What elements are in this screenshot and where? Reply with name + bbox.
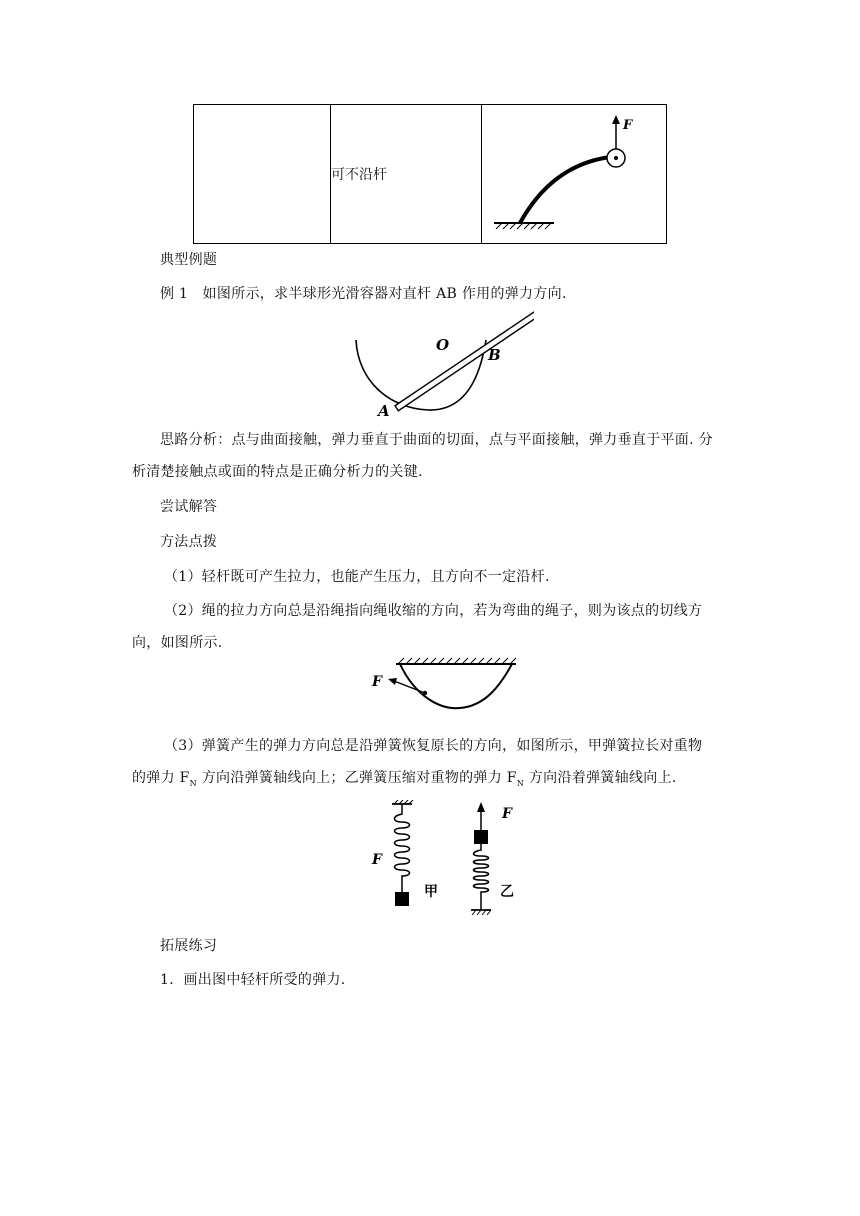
spring-b-label: 乙 xyxy=(500,884,514,900)
spring-b-force-label: F xyxy=(502,806,512,822)
point-1: （1）轻杆既可产生拉力，也能产生压力，且方向不一定沿杆. xyxy=(164,569,550,585)
hemisphere-bowl xyxy=(356,340,486,410)
point-3-text-b: 方向沿弹簧轴线向上；乙弹簧压缩对重物的弹力 F xyxy=(196,770,517,786)
point-3-text-a: 的弹力 F xyxy=(132,770,190,786)
table-row xyxy=(194,105,667,244)
extension-heading: 拓展练习 xyxy=(160,938,218,954)
label-o: O xyxy=(436,336,450,354)
table-cell-description: 可不沿杆 xyxy=(331,105,482,244)
point-2-line-2: 向，如图所示. xyxy=(132,635,223,651)
method-heading: 方法点拨 xyxy=(160,534,218,550)
point-3-line-2 xyxy=(132,764,712,798)
example-1-text: 例 1 如图所示，求半球形光滑容器对直杆 AB 作用的弹力方向. xyxy=(160,286,567,302)
springs-figure xyxy=(368,800,528,922)
spring-b-coil xyxy=(474,844,489,910)
point-2-line-1: （2）绳的拉力方向总是沿绳指向绳收缩的方向，若为弯曲的绳子，则为该点的切线方 xyxy=(164,603,703,619)
analysis-line-1: 思路分析：点与曲面接触，弹力垂直于曲面的切面，点与平面接触，弹力垂直于平面. 分 xyxy=(160,432,713,448)
rope-force-arrow-head xyxy=(388,678,397,685)
label-b: B xyxy=(488,346,501,364)
point-3-line-1: （3）弹簧产生的弹力方向总是沿弹簧恢复原长的方向，如图所示，甲弹簧拉长对重物 xyxy=(164,738,703,754)
force-label: F xyxy=(623,118,633,133)
exercise-1: 1．画出图中轻杆所受的弹力. xyxy=(160,972,346,988)
rope-curve xyxy=(400,664,512,708)
curved-rod xyxy=(520,157,610,223)
rod-end-dot xyxy=(614,156,618,160)
spring-a-force-label: F xyxy=(372,852,382,868)
spring-a-coil xyxy=(395,804,410,892)
rope-force-label: F xyxy=(372,674,382,690)
spring-b-weight xyxy=(474,830,488,844)
rope-figure xyxy=(370,656,520,714)
table-cell-figure xyxy=(482,105,667,244)
fn-subscript-2: N xyxy=(516,778,525,788)
rod-force-figure xyxy=(482,105,666,239)
point-3-text-c: 方向沿着弹簧轴线向上. xyxy=(524,770,677,786)
spring-b-arrow-head xyxy=(477,802,485,812)
label-a: A xyxy=(378,402,390,418)
spring-a-weight xyxy=(395,892,409,906)
hemisphere-rod-figure xyxy=(348,310,534,418)
rope-force-arrow-shaft xyxy=(394,681,425,693)
force-table xyxy=(193,104,667,244)
analysis-line-2: 析清楚接触点或面的特点是正确分析力的关键. xyxy=(132,464,423,480)
table-cell-empty xyxy=(194,105,331,244)
force-arrow-head xyxy=(612,115,620,124)
spring-a-label: 甲 xyxy=(424,884,438,900)
try-answer-heading: 尝试解答 xyxy=(160,499,218,515)
typical-examples-heading: 典型例题 xyxy=(160,252,218,268)
fn-subscript-1: N xyxy=(189,778,197,788)
